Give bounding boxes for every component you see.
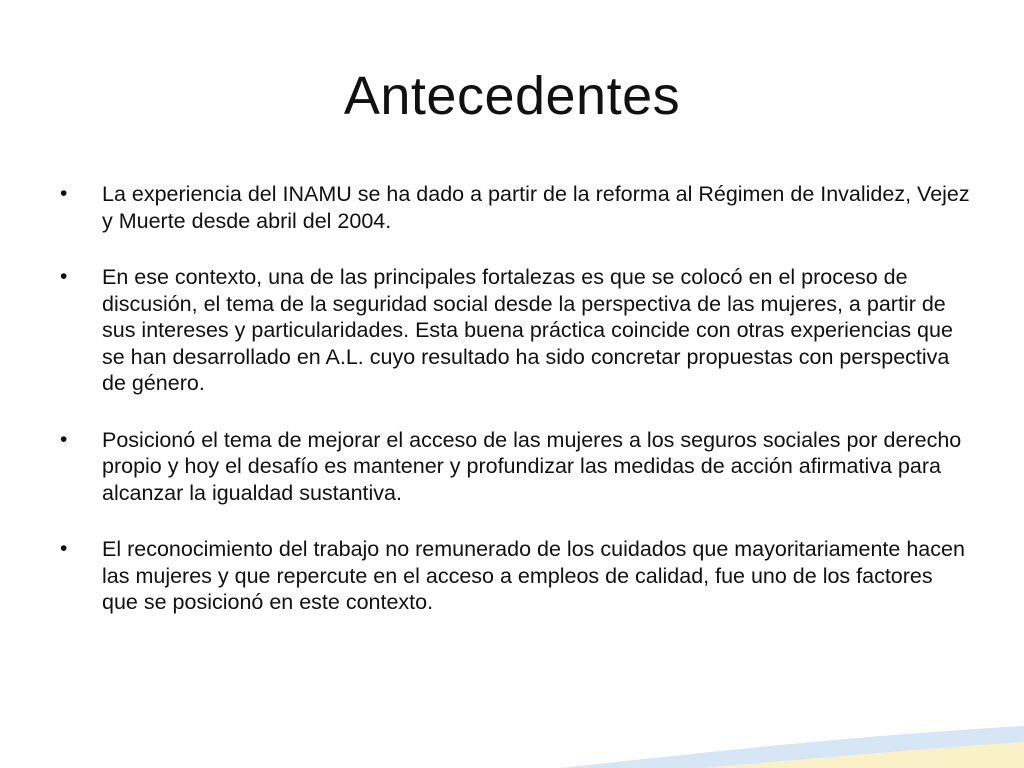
bullet-item xyxy=(60,264,970,397)
slide-title: Antecedentes xyxy=(343,66,681,126)
bullet-item xyxy=(60,181,970,234)
bullet-dot-icon: • xyxy=(60,427,68,451)
bullet-item xyxy=(60,427,970,507)
bullet-dot-icon: • xyxy=(60,182,68,205)
bottom-wave-decoration xyxy=(0,708,1024,768)
bullet-text: El reconocimiento del trabajo no remunerado de los cuidados que mayoritariamente hacen las mujeres y que repercute en el acceso a empleos de calidad, fue uno de los factores que se posicionó en este contexto. xyxy=(102,537,965,614)
bullet-dot-icon: • xyxy=(60,265,68,288)
bullet-text: La experiencia del INAMU se ha dado a partir de la reforma al Régimen de Invalidez, Vejez y Muerte desde abril del 2004. xyxy=(102,182,970,233)
bullet-item xyxy=(60,536,970,616)
bullet-text: En ese contexto, una de las principales fortalezas es que se colocó en el proceso de discusión, el tema de la seguridad social desde la perspectiva de las mujeres, a partir de sus intereses y particularidades. Esta buena práctica coincide con otras experiencias que se han desarrollado en A.L. cuyo resultado ha sido concretar propuestas con perspectiva de género. xyxy=(102,265,953,395)
bullet-text: Posicionó el tema de mejorar el acceso de las mujeres a los seguros sociales por derecho propio y hoy el desafío es mantener y profundizar las medidas de acción afirmativa para alcanzar la igualdad sustantiva. xyxy=(102,427,962,505)
bullet-list xyxy=(60,181,970,646)
bullet-dot-icon: • xyxy=(60,537,68,560)
